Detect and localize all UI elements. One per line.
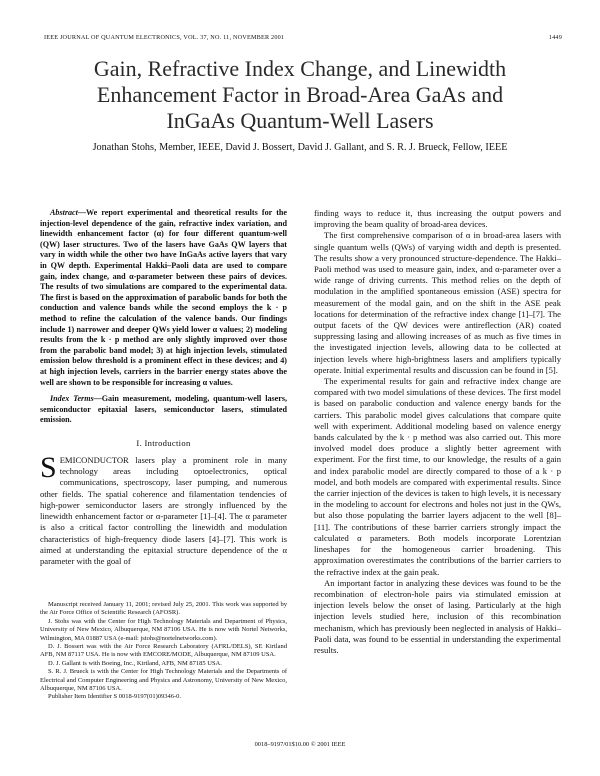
paper-title [40, 56, 560, 134]
footnote: Publisher Item Identifier S 0018-9197(01)09346-0. [48, 693, 182, 701]
journal-citation: IEEE JOURNAL OF QUANTUM ELECTRONICS, VOL. 37, NO. 11, NOVEMBER 2001 [44, 34, 285, 41]
intro-paragraph [40, 451, 287, 567]
first-word: EMICONDUCTOR [59, 455, 129, 466]
body-paragraph: An important factor in analyzing these devices was found to be the recombination of electron-hole pairs via stimulated emission at injection levels below the onset of lasing. Particularly at the high injection levels studied here, inclusion of this recombination mechanism, which has previously been neglected in analysis of Hakki–Paoli data, was found to be essential in understanding the experimental results. [314, 577, 561, 655]
footnote: S. R. J. Brueck is with the Center for High Technology Materials and the Departments of Electrical and Computer Engineering and Physics and Astronomy, University of New Mexico, Albuquerque, NM 87106 USA. [40, 668, 287, 693]
left-column [40, 208, 287, 567]
footnote: Manuscript received January 11, 2001; revised July 25, 2001. This work was supported by the Air Force Office of Scientific Research (AFOSR). [40, 601, 287, 617]
intro-text: lasers play a prominent role in many technology areas including optoelectronics, optical communications, spectroscopy, laser pumping, and numerous other fields. The spatial coherence and filamentation tendencies of high-power semiconductor lasers are strongly influenced by the linewidth enhancement factor or α-parameter [1]–[4]. The α parameter is also a critical factor controlling the linewidth and modulation characteristics of high-frequency diode lasers [4]–[7]. This work is aimed at understanding the epitaxial structure dependence of the α parameter with the goal of [40, 455, 287, 566]
index-terms [40, 394, 287, 426]
abstract-label: Abstract— [50, 208, 86, 217]
title-line: InGaAs Quantum-Well Lasers [166, 108, 434, 133]
drop-cap: S [40, 451, 57, 485]
footnotes [40, 601, 287, 702]
abstract [40, 208, 287, 388]
index-terms-text: Gain measurement, modeling, quantum-well lasers, semiconductor epitaxial lasers, semiconductor lasers, stimulated emission. [40, 394, 288, 425]
abstract-text: We report experimental and theoretical results for the injection-level dependence of the gain, refractive index variation, and linewidth enhancement factor (α) for four different quantum-well (QW) laser structures. Two of the lasers have GaAs QW layers that vary in width while the other two have InGaAs active layers that vary in QW depth. Experimental Hakki–Paoli data are used to compare gain, index change, and α-parameter between these pairs of devices. The results of two simulations are compared to the experimental data. The first is based on the approximation of parabolic bands for both the conduction and valence bands while the second employs the k · p method to refine the calculation of the valence bands. Our findings include 1) narrower and deeper QWs yield lower α values; 2) modeling results from the k · p method are only slightly improved over those from the parabolic band model; 3) at high injection levels, stimulated emission below threshold is a prominent effect in these devices; and 4) at high injection levels, carriers in the barrier energy states above the well are shown to be responsible for increasing α values. [40, 208, 287, 387]
page-number: 1449 [548, 34, 562, 41]
body-paragraph: finding ways to reduce it, thus increasing the output powers and improving the beam quality of broad-area devices. [314, 208, 561, 230]
body-paragraph: The first comprehensive comparison of α in broad-area lasers with single quantum wells (QWs) of varying width and depth is presented. The results show a very pronounced structure-dependence. The Hakki–Paoli method was used to measure gain, index, and α-parameter over a wide range of driving currents. This method relies on the depth of modulation in the amplified spontaneous emission (ASE) spectra for measurement of the modal gain, and on the shift in the ASE peak locations for determination of the refractive index change [1]–[7]. The output facets of the QW devices were antireflection (AR) coated suppressing lasing and allowing increases of as much as five times in the investigated injection levels, allowing data to be collected at injection levels where high-brightness lasers and amplifiers typically operate. Initial experimental results and discussion can be found in [5]. [314, 230, 561, 375]
copyright-footer: 0018–9197/01$10.00 © 2001 IEEE [254, 741, 346, 748]
section-heading: I. Introduction [136, 437, 191, 448]
footnote: D. J. Bossert was with the Air Force Research Laboratory (AFRL/DELS), SE Kirtland AFB, NM 87117 USA. He is now with EMCORE/MODE, Albuquerque, NM 87109 USA. [40, 643, 287, 659]
title-line: Enhancement Factor in Broad-Area GaAs and [96, 82, 504, 107]
footnote: D. J. Gallant is with Boeing, Inc., Kirtland, AFB, NM 87185 USA. [48, 659, 222, 667]
right-column [314, 208, 561, 656]
author-list: Jonathan Stohs, Member, IEEE, David J. Bossert, David J. Gallant, and S. R. J. Brueck, Fellow, IEEE [92, 142, 508, 153]
title-line: Gain, Refractive Index Change, and Linewidth [93, 56, 507, 81]
index-terms-label: Index Terms— [50, 394, 102, 404]
running-header [44, 34, 562, 41]
body-paragraph: The experimental results for gain and refractive index change are compared with two model simulations of these devices. The first model is based on parabolic conduction and valence energy bands for the carriers. This parabolic model gives calculations that compare quite well with experiment. Additional modeling based on valence energy bands calculated by the k · p method was also carried out. This more involved model does produce a slightly better agreement with experiment. For the first time, to our knowledge, the results of a gain and index parabolic model are directly compared to those of a k · p model, and both models are compared with experimental results. Since the carrier injection of the devices is taken to high levels, it is necessary in the modeling to account for electrons and holes not just in the QWs, but also those populating the barrier layers adjacent to the well [8]–[11]. The contributions of these barrier carriers strongly impact the calculated α parameters. Both models incorporate Lorentzian lineshapes for the homogeneous carrier broadening. This approximation overestimates the contributions of the barrier carriers to the refractive index at the gain peak. [314, 376, 561, 577]
footnote: J. Stohs was with the Center for High Technology Materials and Department of Physics, University of New Mexico, Albuquerque, NM 87106 USA. He is now with Nortel Networks, Wilmington, MA 01887 USA (e-mail: jstohs@nortelnetworks.com). [40, 617, 287, 642]
